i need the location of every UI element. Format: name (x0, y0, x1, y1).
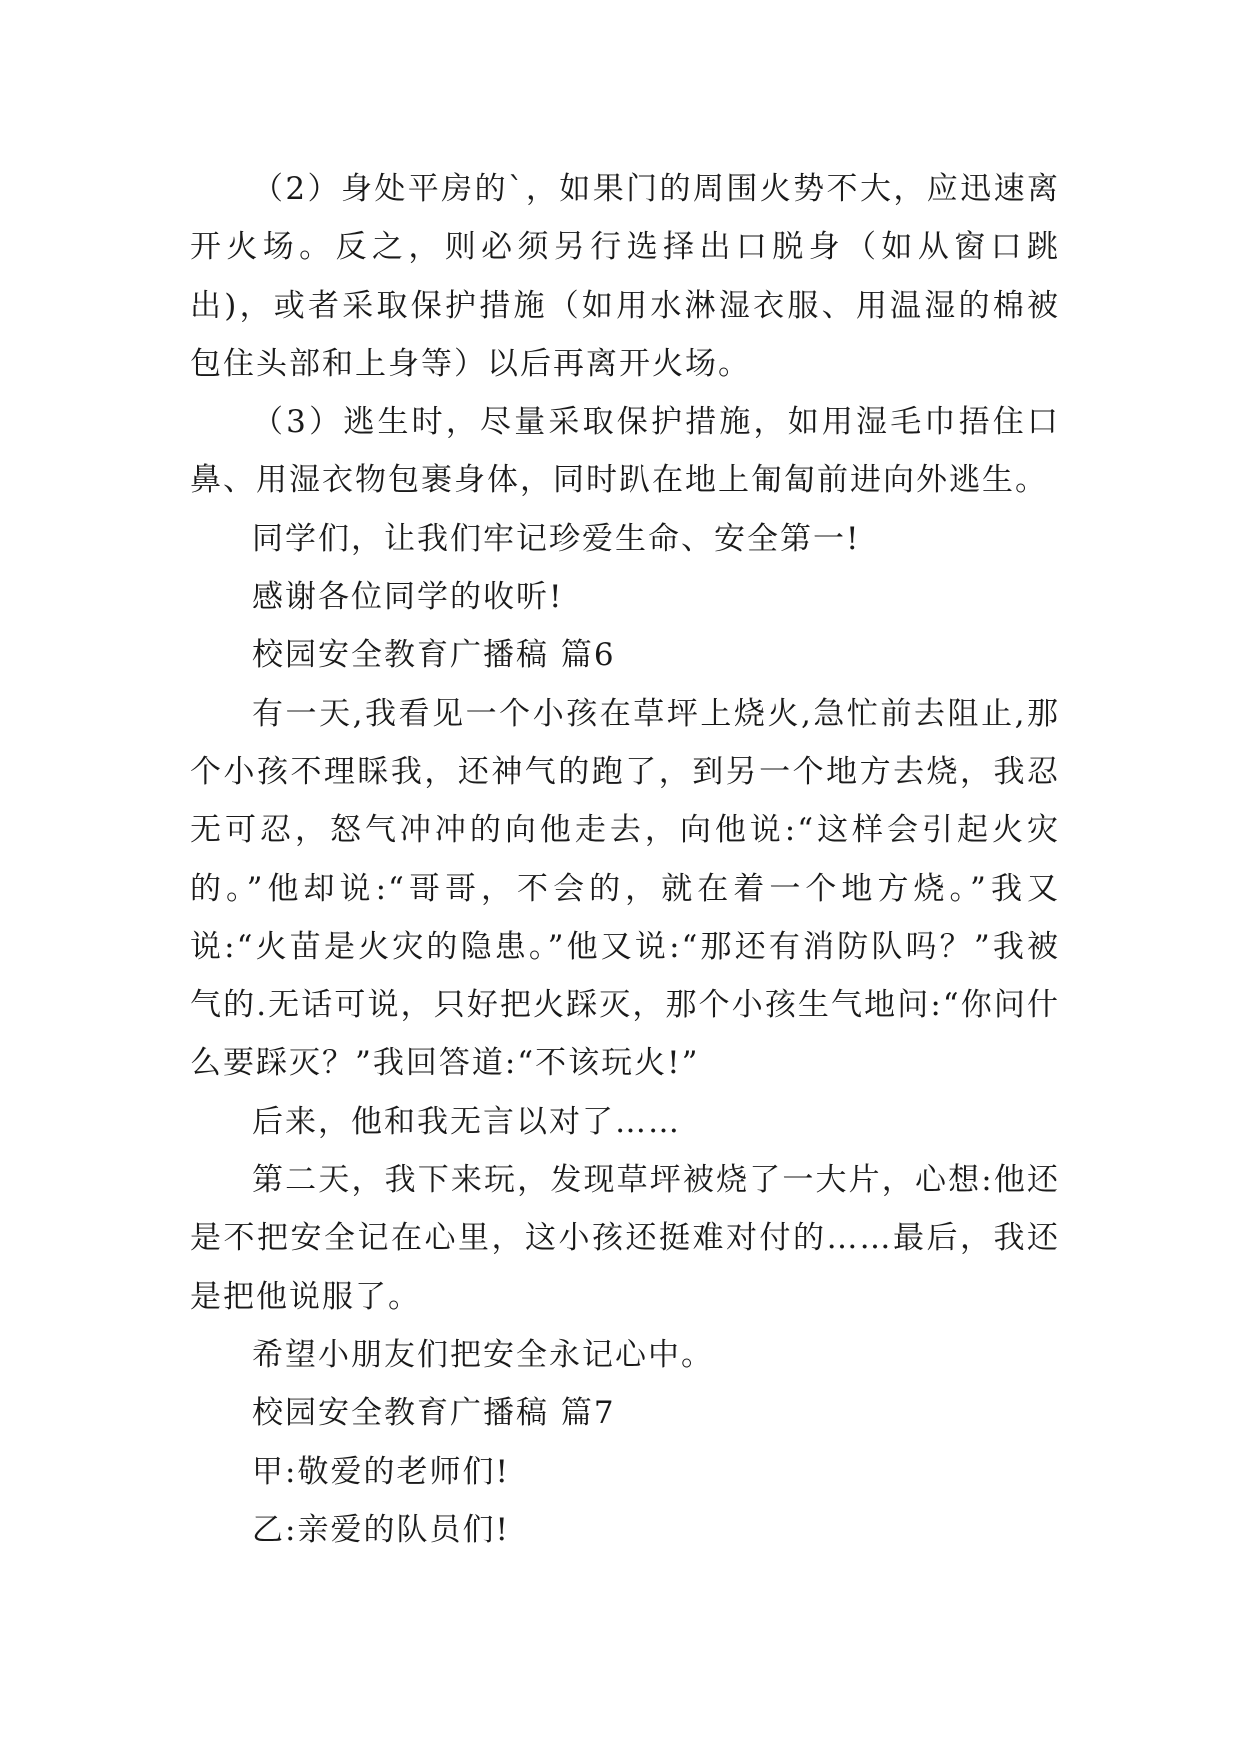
paragraph-next-day: 第二天，我下来玩，发现草坪被烧了一大片，心想:他还是不把安全记在心里，这小孩还挺难对付的……最后，我还是把他说服了。 (190, 1162, 1060, 1315)
paragraph-remember-safety: 同学们，让我们牢记珍爱生命、安全第一! (252, 520, 861, 557)
paragraph-hope: 希望小朋友们把安全永记心中。 (252, 1336, 714, 1373)
paragraph-thanks: 感谢各位同学的收听! (252, 579, 564, 616)
section-heading-6: 校园安全教育广播稿 篇6 (252, 637, 616, 674)
document-body (190, 160, 1060, 1559)
paragraph-story-child-fire: 有一天,我看见一个小孩在草坪上烧火,急忙前去阻止,那个小孩不理睬我，还神气的跑了，到另一个地方去烧，我忍无可忍，怒气冲冲的向他走去，向他说:“这样会引起火灾的。”他却说:“哥哥，不会的，就在着一个地方烧。”我又说:“火苗是火灾的隐患。”他又说:“那还有消防队吗？”我被气的.无话可说，只好把火踩灭，那个小孩生气地问:“你问什么要踩灭？”我回答道:“不该玩火!” (190, 695, 1060, 1082)
paragraph-fire-escape-protection: （3）逃生时，尽量采取保护措施，如用湿毛巾捂住口鼻、用湿衣物包裹身体，同时趴在地上匍匐前进向外逃生。 (190, 404, 1060, 499)
paragraph-fire-escape-bungalow: （2）身处平房的`，如果门的周围火势不大，应迅速离开火场。反之，则必须另行选择出口脱身（如从窗口跳出)，或者采取保护措施（如用水淋湿衣服、用温湿的棉被包住头部和上身等）以后再离开火场。 (190, 171, 1060, 382)
section-heading-7: 校园安全教育广播稿 篇7 (252, 1395, 616, 1432)
paragraph-speechless: 后来，他和我无言以对了…… (252, 1103, 681, 1140)
paragraph-speaker-b-greeting: 乙:亲爱的队员们! (252, 1511, 510, 1548)
paragraph-speaker-a-greeting: 甲:敬爱的老师们! (252, 1453, 510, 1490)
